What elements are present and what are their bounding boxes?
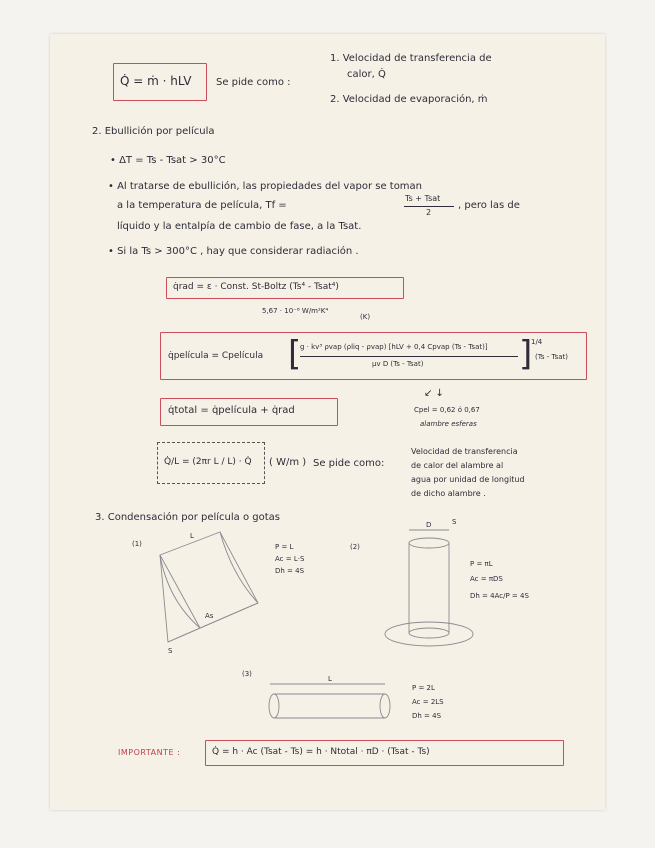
- item-1: 1. Velocidad de transferencia de: [330, 53, 492, 64]
- qpelicula-tail: (Ts - Tsat): [535, 353, 569, 361]
- formula-important: Q̇ = h · Ac (Tsat - Ts) = h · Ntotal · πD · (Tsat - Ts): [212, 747, 430, 757]
- fig2-prop-dh: Dh = 4Ac/P = 4S: [470, 592, 529, 600]
- formula-qline: Q̇/L = (2πr L / L) · Q̇: [164, 457, 252, 467]
- qpelicula-lhs: q̇película = Cpelícula: [168, 351, 264, 361]
- delta-t: • ΔT = Ts - Tsat > 30°C: [110, 155, 226, 166]
- qline-se-pide: Se pide como:: [313, 458, 385, 469]
- fig2-D: D: [426, 521, 432, 529]
- formula-qrad: q̇rad = ε · Const. St-Boltz (Ts⁴ - Tsat⁴): [173, 282, 339, 292]
- fig2-S: S: [452, 518, 457, 526]
- formula-qtotal: q̇total = q̇película + q̇rad: [168, 405, 295, 416]
- qpelicula-numerator: g · kv³ ρvap (ρliq - ρvap) [hLV + 0,4 Cpvap (Ts - Tsat)]: [300, 343, 488, 351]
- qpelicula-exponent: 1/4: [531, 338, 543, 346]
- bracket-left: [: [288, 334, 302, 374]
- bullet-2-line2b: , pero las de: [458, 200, 520, 211]
- qline-desc-2: de calor del alambre al: [411, 461, 504, 470]
- tf-denominator: 2: [426, 208, 432, 217]
- kelvin-unit: (K): [360, 313, 371, 321]
- important-label: IMPORTANTE :: [118, 748, 181, 757]
- fig2-prop-ac: Ac = πDS: [470, 575, 503, 583]
- bullet-2-line1: • Al tratarse de ebullición, las propiedades del vapor se toman: [108, 181, 423, 192]
- bracket-right: ]: [519, 334, 533, 374]
- stefan-boltzmann-value: 5,67 · 10⁻⁸ W/m²K⁴: [262, 307, 329, 315]
- qline-units: ( W/m ): [269, 457, 307, 468]
- section-3-title: 3. Condensación por película o gotas: [95, 512, 280, 523]
- fig2-label: (2): [350, 543, 360, 551]
- arrows: ↙ ↓: [424, 388, 444, 399]
- fig1-label: (1): [132, 540, 142, 548]
- qline-desc-4: de dicho alambre .: [411, 489, 486, 498]
- fig2-prop-p: P = πL: [470, 560, 493, 568]
- bullet-2-line3: líquido y la entalpía de cambio de fase, a la Tsat.: [117, 221, 362, 232]
- qpelicula-denominator: μv D (Ts - Tsat): [372, 360, 424, 368]
- qline-desc-3: agua por unidad de longitud: [411, 475, 525, 484]
- fig1-As: As: [205, 612, 214, 620]
- item-1-cont: calor, Q̇: [347, 69, 386, 80]
- fig1-L: L: [190, 532, 194, 540]
- tf-numerator: Ts + Tsat: [405, 194, 441, 203]
- formula-q: Q̇ = ṁ · hLV: [120, 74, 192, 88]
- fig1-prop-p: P = L: [275, 543, 294, 551]
- fig1-prop-dh: Dh = 4S: [275, 567, 305, 575]
- se-pide-label: Se pide como :: [216, 77, 291, 88]
- section-2-title: 2. Ebullición por película: [92, 126, 215, 137]
- fig1-prop-ac: Ac = L·S: [275, 555, 305, 563]
- item-2: 2. Velocidad de evaporación, ṁ: [330, 94, 488, 105]
- bullet-2-line2: a la temperatura de película, Tf =: [117, 200, 287, 211]
- fig3-L: L: [328, 675, 332, 683]
- fig3-prop-ac: Ac = 2LS: [412, 698, 444, 706]
- qline-desc-1: Velocidad de transferencia: [411, 447, 518, 456]
- fig3-prop-dh: Dh = 4S: [412, 712, 442, 720]
- cpel-sub: alambre esferas: [420, 420, 477, 428]
- fig3-prop-p: P = 2L: [412, 684, 435, 692]
- fig1-S: S: [168, 647, 173, 655]
- cpel-note: Cpel = 0,62 ó 0,67: [414, 406, 480, 414]
- fig3-label: (3): [242, 670, 252, 678]
- bullet-3: • Si la Ts > 300°C , hay que considerar radiación .: [108, 246, 359, 257]
